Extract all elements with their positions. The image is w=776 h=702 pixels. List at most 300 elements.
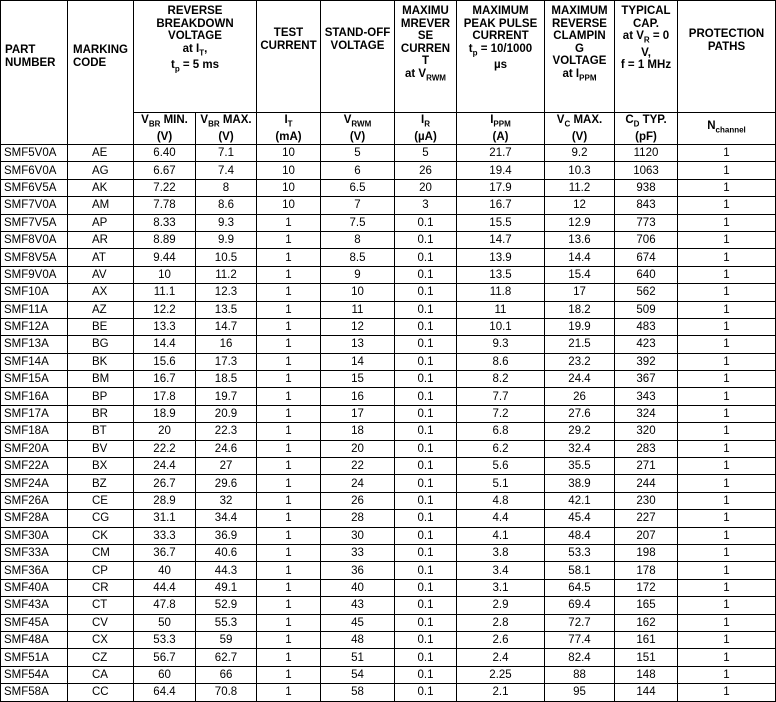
cell-standoff-voltage: 14 — [321, 353, 395, 370]
cell-part-number: SMF9V0A — [1, 266, 68, 283]
cell-peak-pulse-current: 10.1 — [457, 318, 545, 335]
cell-standoff-voltage: 48 — [321, 631, 395, 648]
cell-marking-code: CK — [68, 527, 134, 544]
cell-vbr-max: 9.3 — [196, 214, 257, 231]
cell-test-current: 1 — [257, 631, 321, 648]
cell-part-number: SMF28A — [1, 510, 68, 527]
cell-reverse-current: 0.1 — [395, 510, 457, 527]
cell-vbr-max: 36.9 — [196, 527, 257, 544]
cell-peak-pulse-current: 2.9 — [457, 597, 545, 614]
cell-vbr-max: 24.6 — [196, 440, 257, 457]
cell-reverse-current: 20 — [395, 179, 457, 196]
cell-clamping-voltage: 9.2 — [545, 145, 615, 162]
cell-marking-code: AZ — [68, 301, 134, 318]
cell-vbr-min: 60 — [134, 666, 196, 683]
cell-part-number: SMF20A — [1, 440, 68, 457]
subheader-blank-marking — [68, 113, 134, 145]
cell-capacitance: 165 — [615, 597, 678, 614]
cell-protection-paths: 1 — [678, 179, 776, 196]
cell-capacitance: 706 — [615, 231, 678, 248]
cell-clamping-voltage: 12.9 — [545, 214, 615, 231]
cell-vbr-max: 20.9 — [196, 405, 257, 422]
cell-clamping-voltage: 10.3 — [545, 162, 615, 179]
cell-marking-code: BV — [68, 440, 134, 457]
cell-reverse-current: 0.1 — [395, 666, 457, 683]
cell-marking-code: AK — [68, 179, 134, 196]
cell-clamping-voltage: 69.4 — [545, 597, 615, 614]
cell-peak-pulse-current: 5.1 — [457, 475, 545, 492]
cell-standoff-voltage: 16 — [321, 388, 395, 405]
cell-test-current: 1 — [257, 318, 321, 335]
cell-vbr-min: 12.2 — [134, 301, 196, 318]
cell-standoff-voltage: 8 — [321, 231, 395, 248]
cell-peak-pulse-current: 19.4 — [457, 162, 545, 179]
cell-vbr-max: 17.3 — [196, 353, 257, 370]
header-protection-paths: PROTECTION PATHS — [678, 1, 776, 113]
cell-vbr-min: 24.4 — [134, 458, 196, 475]
cell-reverse-current: 0.1 — [395, 301, 457, 318]
cell-vbr-max: 13.5 — [196, 301, 257, 318]
cell-vbr-max: 7.4 — [196, 162, 257, 179]
cell-reverse-current: 0.1 — [395, 405, 457, 422]
header-reverse-current: MAXIMU MREVER SE CURREN T at $V_{RWM}$ — [395, 1, 457, 113]
cell-test-current: 1 — [257, 475, 321, 492]
table-row — [1, 527, 776, 544]
cell-vbr-max: 16 — [196, 336, 257, 353]
cell-vbr-min: 6.67 — [134, 162, 196, 179]
cell-capacitance: 283 — [615, 440, 678, 457]
cell-peak-pulse-current: 4.8 — [457, 492, 545, 509]
cell-test-current: 1 — [257, 284, 321, 301]
cell-marking-code: BK — [68, 353, 134, 370]
cell-clamping-voltage: 11.2 — [545, 179, 615, 196]
cell-clamping-voltage: 35.5 — [545, 458, 615, 475]
cell-reverse-current: 0.1 — [395, 214, 457, 231]
cell-test-current: 1 — [257, 666, 321, 683]
cell-vbr-max: 8 — [196, 179, 257, 196]
cell-protection-paths: 1 — [678, 231, 776, 248]
subheader-ippm: $I_{PPM}$ (A) — [457, 113, 545, 145]
cell-marking-code: BM — [68, 371, 134, 388]
cell-peak-pulse-current: 9.3 — [457, 336, 545, 353]
cell-marking-code: CA — [68, 666, 134, 683]
cell-standoff-voltage: 54 — [321, 666, 395, 683]
cell-vbr-min: 11.1 — [134, 284, 196, 301]
cell-peak-pulse-current: 2.1 — [457, 684, 545, 701]
cell-capacitance: 773 — [615, 214, 678, 231]
cell-marking-code: AV — [68, 266, 134, 283]
cell-vbr-min: 16.7 — [134, 371, 196, 388]
table-row — [1, 266, 776, 283]
cell-vbr-min: 8.89 — [134, 231, 196, 248]
cell-part-number: SMF24A — [1, 475, 68, 492]
subheader-blank-part — [1, 113, 68, 145]
cell-part-number: SMF43A — [1, 597, 68, 614]
cell-peak-pulse-current: 3.8 — [457, 544, 545, 561]
cell-clamping-voltage: 45.4 — [545, 510, 615, 527]
cell-capacitance: 367 — [615, 371, 678, 388]
cell-marking-code: CE — [68, 492, 134, 509]
cell-vbr-min: 15.6 — [134, 353, 196, 370]
table-row — [1, 458, 776, 475]
cell-protection-paths: 1 — [678, 301, 776, 318]
cell-capacitance: 562 — [615, 284, 678, 301]
cell-reverse-current: 0.1 — [395, 266, 457, 283]
cell-marking-code: CC — [68, 684, 134, 701]
cell-standoff-voltage: 9 — [321, 266, 395, 283]
subheader-cd-typ: $C_D$ TYP. (pF) — [615, 113, 678, 145]
cell-protection-paths: 1 — [678, 579, 776, 596]
cell-standoff-voltage: 24 — [321, 475, 395, 492]
cell-standoff-voltage: 51 — [321, 649, 395, 666]
cell-clamping-voltage: 77.4 — [545, 631, 615, 648]
cell-protection-paths: 1 — [678, 284, 776, 301]
cell-peak-pulse-current: 13.9 — [457, 249, 545, 266]
cell-peak-pulse-current: 6.2 — [457, 440, 545, 457]
cell-marking-code: BE — [68, 318, 134, 335]
cell-part-number: SMF58A — [1, 684, 68, 701]
cell-test-current: 1 — [257, 336, 321, 353]
cell-marking-code: CR — [68, 579, 134, 596]
cell-clamping-voltage: 53.3 — [545, 544, 615, 561]
cell-vbr-max: 19.7 — [196, 388, 257, 405]
cell-test-current: 1 — [257, 266, 321, 283]
cell-protection-paths: 1 — [678, 440, 776, 457]
cell-marking-code: AM — [68, 197, 134, 214]
table-row — [1, 666, 776, 683]
cell-vbr-min: 36.7 — [134, 544, 196, 561]
cell-protection-paths: 1 — [678, 318, 776, 335]
table-row — [1, 318, 776, 335]
cell-reverse-current: 0.1 — [395, 318, 457, 335]
cell-standoff-voltage: 58 — [321, 684, 395, 701]
cell-test-current: 1 — [257, 301, 321, 318]
cell-reverse-current: 0.1 — [395, 440, 457, 457]
table-row — [1, 510, 776, 527]
cell-vbr-min: 47.8 — [134, 597, 196, 614]
cell-vbr-max: 7.1 — [196, 145, 257, 162]
cell-protection-paths: 1 — [678, 197, 776, 214]
cell-standoff-voltage: 8.5 — [321, 249, 395, 266]
cell-marking-code: CZ — [68, 649, 134, 666]
cell-standoff-voltage: 22 — [321, 458, 395, 475]
cell-standoff-voltage: 12 — [321, 318, 395, 335]
cell-vbr-min: 6.40 — [134, 145, 196, 162]
cell-reverse-current: 0.1 — [395, 562, 457, 579]
cell-capacitance: 1120 — [615, 145, 678, 162]
table-row — [1, 544, 776, 561]
cell-marking-code: CM — [68, 544, 134, 561]
cell-clamping-voltage: 21.5 — [545, 336, 615, 353]
table-row — [1, 249, 776, 266]
cell-vbr-max: 27 — [196, 458, 257, 475]
cell-peak-pulse-current: 3.4 — [457, 562, 545, 579]
cell-reverse-current: 0.1 — [395, 527, 457, 544]
cell-standoff-voltage: 17 — [321, 405, 395, 422]
cell-peak-pulse-current: 21.7 — [457, 145, 545, 162]
cell-standoff-voltage: 43 — [321, 597, 395, 614]
cell-protection-paths: 1 — [678, 266, 776, 283]
cell-standoff-voltage: 45 — [321, 614, 395, 631]
header-standoff-voltage: STAND-OFF VOLTAGE — [321, 1, 395, 113]
cell-capacitance: 148 — [615, 666, 678, 683]
cell-part-number: SMF51A — [1, 649, 68, 666]
cell-marking-code: CX — [68, 631, 134, 648]
header-breakdown-voltage: REVERSE BREAKDOWN VOLTAGE at $I_T$, $t_p = 5$ ms — [134, 1, 257, 113]
header-clamping-voltage: MAXIMUM REVERSE CLAMPIN G VOLTAGE at $I_{PPM}$ — [545, 1, 615, 113]
cell-reverse-current: 0.1 — [395, 336, 457, 353]
cell-peak-pulse-current: 11 — [457, 301, 545, 318]
cell-test-current: 1 — [257, 388, 321, 405]
cell-part-number: SMF15A — [1, 371, 68, 388]
cell-protection-paths: 1 — [678, 527, 776, 544]
cell-vbr-max: 52.9 — [196, 597, 257, 614]
cell-vbr-min: 17.8 — [134, 388, 196, 405]
cell-vbr-min: 26.7 — [134, 475, 196, 492]
table-row — [1, 353, 776, 370]
cell-standoff-voltage: 7.5 — [321, 214, 395, 231]
cell-peak-pulse-current: 2.8 — [457, 614, 545, 631]
cell-vbr-min: 28.9 — [134, 492, 196, 509]
cell-peak-pulse-current: 17.9 — [457, 179, 545, 196]
cell-test-current: 10 — [257, 145, 321, 162]
cell-capacitance: 483 — [615, 318, 678, 335]
cell-test-current: 1 — [257, 440, 321, 457]
cell-clamping-voltage: 82.4 — [545, 649, 615, 666]
cell-clamping-voltage: 29.2 — [545, 423, 615, 440]
cell-vbr-min: 20 — [134, 423, 196, 440]
cell-test-current: 1 — [257, 614, 321, 631]
cell-part-number: SMF7V5A — [1, 214, 68, 231]
cell-vbr-min: 9.44 — [134, 249, 196, 266]
cell-peak-pulse-current: 2.4 — [457, 649, 545, 666]
cell-protection-paths: 1 — [678, 388, 776, 405]
cell-standoff-voltage: 6.5 — [321, 179, 395, 196]
table-row — [1, 597, 776, 614]
cell-vbr-max: 34.4 — [196, 510, 257, 527]
cell-peak-pulse-current: 16.7 — [457, 197, 545, 214]
cell-part-number: SMF45A — [1, 614, 68, 631]
cell-protection-paths: 1 — [678, 353, 776, 370]
cell-clamping-voltage: 26 — [545, 388, 615, 405]
cell-part-number: SMF33A — [1, 544, 68, 561]
cell-peak-pulse-current: 4.1 — [457, 527, 545, 544]
cell-standoff-voltage: 7 — [321, 197, 395, 214]
cell-reverse-current: 0.1 — [395, 597, 457, 614]
cell-test-current: 1 — [257, 492, 321, 509]
cell-peak-pulse-current: 11.8 — [457, 284, 545, 301]
cell-protection-paths: 1 — [678, 162, 776, 179]
cell-test-current: 1 — [257, 458, 321, 475]
cell-vbr-max: 62.7 — [196, 649, 257, 666]
cell-part-number: SMF11A — [1, 301, 68, 318]
cell-capacitance: 244 — [615, 475, 678, 492]
cell-clamping-voltage: 24.4 — [545, 371, 615, 388]
cell-capacitance: 320 — [615, 423, 678, 440]
cell-test-current: 10 — [257, 162, 321, 179]
cell-capacitance: 172 — [615, 579, 678, 596]
cell-marking-code: AG — [68, 162, 134, 179]
cell-reverse-current: 5 — [395, 145, 457, 162]
cell-reverse-current: 0.1 — [395, 231, 457, 248]
cell-reverse-current: 3 — [395, 197, 457, 214]
cell-marking-code: AX — [68, 284, 134, 301]
cell-part-number: SMF10A — [1, 284, 68, 301]
cell-marking-code: CG — [68, 510, 134, 527]
cell-protection-paths: 1 — [678, 405, 776, 422]
cell-vbr-max: 59 — [196, 631, 257, 648]
cell-test-current: 1 — [257, 562, 321, 579]
cell-clamping-voltage: 13.6 — [545, 231, 615, 248]
cell-part-number: SMF48A — [1, 631, 68, 648]
cell-test-current: 1 — [257, 544, 321, 561]
cell-vbr-max: 29.6 — [196, 475, 257, 492]
cell-clamping-voltage: 23.2 — [545, 353, 615, 370]
cell-capacitance: 198 — [615, 544, 678, 561]
cell-capacitance: 423 — [615, 336, 678, 353]
cell-protection-paths: 1 — [678, 614, 776, 631]
cell-marking-code: BX — [68, 458, 134, 475]
cell-peak-pulse-current: 7.2 — [457, 405, 545, 422]
table-body — [1, 145, 776, 702]
cell-vbr-max: 8.6 — [196, 197, 257, 214]
cell-vbr-max: 22.3 — [196, 423, 257, 440]
cell-reverse-current: 0.1 — [395, 371, 457, 388]
cell-standoff-voltage: 36 — [321, 562, 395, 579]
cell-vbr-min: 7.78 — [134, 197, 196, 214]
cell-marking-code: AE — [68, 145, 134, 162]
cell-part-number: SMF6V5A — [1, 179, 68, 196]
cell-clamping-voltage: 14.4 — [545, 249, 615, 266]
cell-capacitance: 640 — [615, 266, 678, 283]
cell-peak-pulse-current: 13.5 — [457, 266, 545, 283]
cell-protection-paths: 1 — [678, 145, 776, 162]
cell-capacitance: 151 — [615, 649, 678, 666]
cell-clamping-voltage: 19.9 — [545, 318, 615, 335]
subheader-nchannel: $N_{channel}$ — [678, 113, 776, 145]
cell-protection-paths: 1 — [678, 649, 776, 666]
cell-reverse-current: 0.1 — [395, 544, 457, 561]
cell-part-number: SMF13A — [1, 336, 68, 353]
cell-marking-code: BG — [68, 336, 134, 353]
cell-capacitance: 509 — [615, 301, 678, 318]
cell-capacitance: 161 — [615, 631, 678, 648]
cell-marking-code: AP — [68, 214, 134, 231]
cell-part-number: SMF54A — [1, 666, 68, 683]
table-row — [1, 614, 776, 631]
header-part-number: PART NUMBER — [1, 1, 68, 113]
cell-vbr-max: 11.2 — [196, 266, 257, 283]
cell-capacitance: 144 — [615, 684, 678, 701]
header-test-current: TEST CURRENT — [257, 1, 321, 113]
cell-capacitance: 162 — [615, 614, 678, 631]
cell-test-current: 10 — [257, 179, 321, 196]
header-marking-code: MARKING CODE — [68, 1, 134, 113]
cell-reverse-current: 0.1 — [395, 423, 457, 440]
cell-capacitance: 178 — [615, 562, 678, 579]
cell-peak-pulse-current: 14.7 — [457, 231, 545, 248]
table-row — [1, 388, 776, 405]
cell-standoff-voltage: 13 — [321, 336, 395, 353]
subheader-ir: $I_R$ (µA) — [395, 113, 457, 145]
subheader-vbr-max: $V_{BR}$ MAX. (V) — [196, 113, 257, 145]
cell-vbr-min: 44.4 — [134, 579, 196, 596]
cell-peak-pulse-current: 2.6 — [457, 631, 545, 648]
table-row — [1, 214, 776, 231]
cell-vbr-max: 44.3 — [196, 562, 257, 579]
cell-protection-paths: 1 — [678, 336, 776, 353]
cell-peak-pulse-current: 2.25 — [457, 666, 545, 683]
table-row — [1, 475, 776, 492]
cell-test-current: 1 — [257, 597, 321, 614]
cell-vbr-max: 14.7 — [196, 318, 257, 335]
cell-standoff-voltage: 28 — [321, 510, 395, 527]
cell-protection-paths: 1 — [678, 458, 776, 475]
cell-protection-paths: 1 — [678, 249, 776, 266]
table-row — [1, 231, 776, 248]
cell-reverse-current: 0.1 — [395, 631, 457, 648]
cell-standoff-voltage: 5 — [321, 145, 395, 162]
cell-capacitance: 1063 — [615, 162, 678, 179]
cell-reverse-current: 0.1 — [395, 579, 457, 596]
cell-peak-pulse-current: 8.2 — [457, 371, 545, 388]
cell-vbr-max: 9.9 — [196, 231, 257, 248]
cell-clamping-voltage: 38.9 — [545, 475, 615, 492]
cell-capacitance: 227 — [615, 510, 678, 527]
cell-standoff-voltage: 20 — [321, 440, 395, 457]
cell-test-current: 1 — [257, 353, 321, 370]
cell-marking-code: CP — [68, 562, 134, 579]
cell-test-current: 1 — [257, 214, 321, 231]
header-typical-capacitance: TYPICAL CAP. at $V_R = 0$ V, f = 1 MHz — [615, 1, 678, 113]
table-row — [1, 197, 776, 214]
cell-standoff-voltage: 33 — [321, 544, 395, 561]
cell-marking-code: BT — [68, 423, 134, 440]
cell-test-current: 1 — [257, 405, 321, 422]
cell-vbr-min: 31.1 — [134, 510, 196, 527]
cell-protection-paths: 1 — [678, 597, 776, 614]
cell-vbr-max: 49.1 — [196, 579, 257, 596]
cell-protection-paths: 1 — [678, 475, 776, 492]
subheader-vrwm: $V_{RWM}$ (V) — [321, 113, 395, 145]
table-row — [1, 336, 776, 353]
cell-part-number: SMF30A — [1, 527, 68, 544]
table-row — [1, 579, 776, 596]
cell-reverse-current: 0.1 — [395, 492, 457, 509]
cell-protection-paths: 1 — [678, 544, 776, 561]
cell-protection-paths: 1 — [678, 214, 776, 231]
cell-part-number: SMF6V0A — [1, 162, 68, 179]
cell-peak-pulse-current: 4.4 — [457, 510, 545, 527]
cell-standoff-voltage: 6 — [321, 162, 395, 179]
cell-part-number: SMF5V0A — [1, 145, 68, 162]
subheader-vc-max: $V_C$ MAX. (V) — [545, 113, 615, 145]
cell-reverse-current: 0.1 — [395, 284, 457, 301]
cell-peak-pulse-current: 7.7 — [457, 388, 545, 405]
table-row — [1, 371, 776, 388]
cell-part-number: SMF40A — [1, 579, 68, 596]
cell-protection-paths: 1 — [678, 631, 776, 648]
cell-clamping-voltage: 32.4 — [545, 440, 615, 457]
cell-standoff-voltage: 30 — [321, 527, 395, 544]
cell-standoff-voltage: 10 — [321, 284, 395, 301]
cell-peak-pulse-current: 3.1 — [457, 579, 545, 596]
cell-capacitance: 392 — [615, 353, 678, 370]
cell-marking-code: CV — [68, 614, 134, 631]
cell-part-number: SMF12A — [1, 318, 68, 335]
cell-test-current: 1 — [257, 231, 321, 248]
cell-vbr-min: 53.3 — [134, 631, 196, 648]
